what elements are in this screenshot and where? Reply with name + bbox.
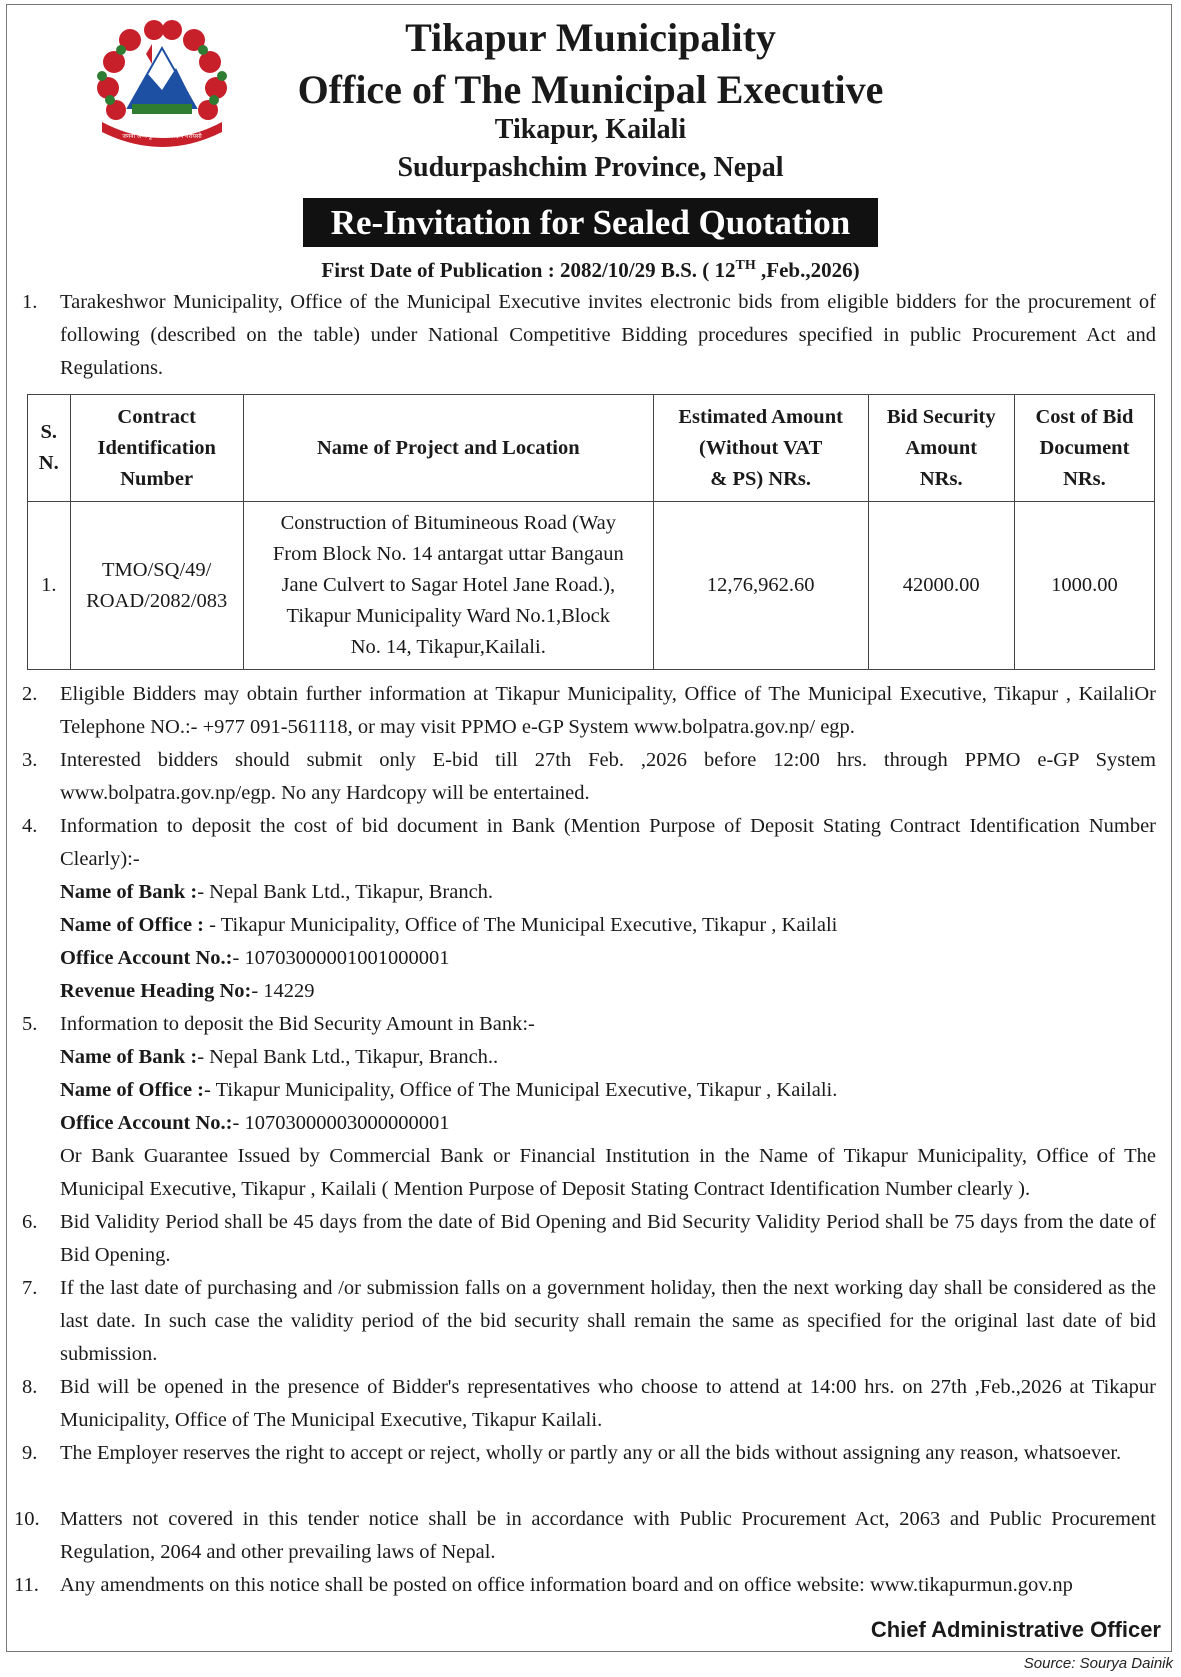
bid-table — [27, 394, 1155, 670]
clause-4: 4. Information to deposit the cost of bid document in Bank (Mention Purpose of Deposit Stating Contract Identification Number Clearly):- — [22, 815, 1156, 870]
clause-2: 2. Eligible Bidders may obtain further information at Tikapur Municipality, Office of The Municipal Executive, Tikapur , KailaliOr Telephone NO.:- +977 091-561118, or may visit PPMO e-GP System www.bolpatra.gov.np/ egp. — [22, 683, 1156, 738]
clause-6: 6. Bid Validity Period shall be 45 days from the date of Bid Opening and Bid Security Validity Period shall be 75 days from the date of Bid Opening. — [22, 1211, 1156, 1266]
clause-9: 9. The Employer reserves the right to accept or reject, wholly or partly any or all the bids without assigning any reason, whatsoever. — [22, 1442, 1122, 1464]
signatory: Chief Administrative Officer — [870, 1617, 1161, 1642]
col-bid-document-cost: Cost of Bid Document NRs. — [1014, 395, 1154, 502]
pub-date-suffix: ,Feb.,2026) — [755, 258, 860, 282]
clause-text: Tarakeshwor Municipality, Office of the Municipal Executive invites electronic bids from eligible bidders for the procurement of following (described on the table) under National Competitive Bidding procedures specified in public Procurement Act and Regulations. — [60, 291, 1156, 379]
pub-date-superscript: TH — [735, 258, 756, 273]
clause-5-account: Office Account No.:- 10703000003000000001 — [60, 1112, 450, 1134]
clause-11: 11. Any amendments on this notice shall be posted on office information board and on office website: www.tikapurmun.gov.np — [14, 1574, 1073, 1596]
office-location: Tikapur, Kailali — [494, 114, 687, 145]
cell-contract-id: TMO/SQ/49/ ROAD/2082/083 — [70, 502, 243, 670]
clause-5-bank: Name of Bank :- Nepal Bank Ltd., Tikapur, Branch.. — [60, 1046, 499, 1068]
cell-project-name: Construction of Bitumineous Road (Way From Block No. 14 antargat uttar Bangaun Jane Culvert to Sagar Hotel Jane Road.), Tikapur Municipality Ward No.1,Block No. 14, Tikapur,Kailali. — [243, 502, 653, 670]
source-credit: Source: Sourya Dainik — [1023, 1655, 1173, 1672]
clause-4-bank: Name of Bank :- Nepal Bank Ltd., Tikapur, Branch. — [60, 881, 494, 903]
cell-bid-security: 42000.00 — [868, 502, 1014, 670]
clause-5-office: Name of Office :- Tikapur Municipality, Office of The Municipal Executive, Tikapur , Kailali. — [60, 1079, 838, 1101]
clause-7: 7. If the last date of purchasing and /or submission falls on a government holiday, then the next working day shall be considered as the last date. In such case the validity period of the bid security shall remain the same as specified for the original last date of bid submission. — [22, 1277, 1156, 1365]
cell-estimated-amount: 12,76,962.60 — [653, 502, 868, 670]
table-row — [28, 502, 1155, 670]
col-estimated-amount: Estimated Amount (Without VAT & PS) NRs. — [653, 395, 868, 502]
col-sn: S. N. — [28, 395, 71, 502]
clause-4-office: Name of Office : - Tikapur Municipality, Office of The Municipal Executive, Tikapur , Kailali — [60, 914, 838, 936]
office-name: Office of The Municipal Executive — [297, 67, 884, 112]
clause-4-revenue: Revenue Heading No:- 14229 — [60, 980, 315, 1002]
cell-bid-document-cost: 1000.00 — [1014, 502, 1154, 670]
province-name: Sudurpashchim Province, Nepal — [397, 152, 784, 183]
clause-5-guarantee: Or Bank Guarantee Issued by Commercial Bank or Financial Institution in the Name of Tikapur Municipality, Office of The Municipal Executive, Tikapur , Kailali ( Mention Purpose of Deposit Stating Contract Identification Number clearly ). — [60, 1145, 1156, 1200]
clause-4-account: Office Account No.:- 10703000001001000001 — [60, 947, 450, 969]
clause-3: 3. Interested bidders should submit only E-bid till 27th Feb. ,2026 before 12:00 hrs. through PPMO e-GP System www.bolpatra.gov.np/egp. No any Hardcopy will be entertained. — [22, 749, 1156, 804]
col-project-name: Name of Project and Location — [243, 395, 653, 502]
col-bid-security: Bid Security Amount NRs. — [868, 395, 1014, 502]
clause-number: 1. — [22, 291, 38, 313]
municipality-name: Tikapur Municipality — [405, 15, 776, 60]
clause-10: 10. Matters not covered in this tender notice shall be in accordance with Public Procurement Act, 2063 and Public Procurement Regulation, 2064 and other prevailing laws of Nepal. — [14, 1508, 1156, 1563]
pub-date-prefix: First Date of Publication : 2082/10/29 B.S. ( 12 — [321, 258, 736, 282]
clause-8: 8. Bid will be opened in the presence of Bidder's representatives who choose to attend at 14:00 hrs. on 27th ,Feb.,2026 at Tikapur Municipality, Office of The Municipal Executive, Tikapur Kailali. — [22, 1376, 1156, 1431]
col-contract-id: Contract Identification Number — [70, 395, 243, 502]
notice-title: Re-Invitation for Sealed Quotation — [303, 198, 878, 247]
publication-date — [0, 258, 1181, 283]
table-header-row — [28, 395, 1155, 502]
emblem-motto: जननी जन्मभूमिश्च स्वर्गादपि गरीयसी — [122, 133, 202, 140]
clause-5: 5. Information to deposit the Bid Security Amount in Bank:- — [22, 1013, 535, 1035]
clause-1 — [22, 286, 1156, 385]
cell-sn: 1. — [28, 502, 71, 670]
